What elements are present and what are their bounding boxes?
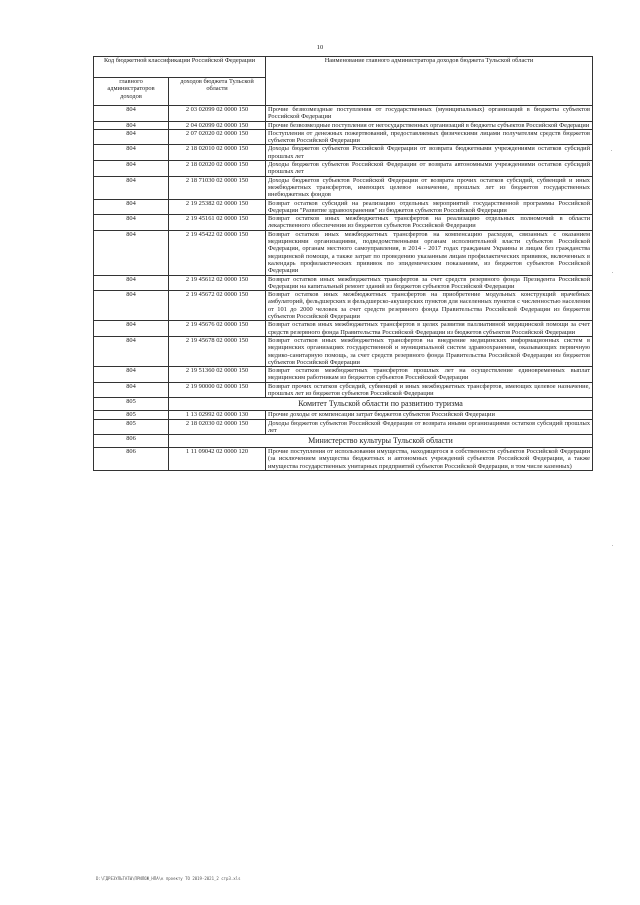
admin-code-cell: 804 bbox=[94, 215, 169, 231]
footer-file-path: D:\ГДРЕЗУЛЬТАТЫ\ПРИЛОЖ_НПА\к проекту ТО 2019-2021_2 стр3.xls bbox=[96, 876, 241, 881]
table-header-row bbox=[94, 57, 593, 78]
income-code-cell: 2 19 25382 02 0000 150 bbox=[169, 199, 266, 215]
income-name-cell: Возврат остатков межбюджетных трансфертов прошлых лет на осуществление единовременных выплат медицинским работникам из бюджетов субъектов Российской Федерации bbox=[266, 367, 593, 383]
income-name-cell: Возврат остатков иных межбюджетных трансфертов на приобретение модульных конструкций врачебных амбулаторий, фельдшерских и фельдшерско-акушерских пунктов для населенных пунктов с численностью населения от 101 до 2000 человек за счет средств резервного фонда Правительства Российской Федерации из бюджетов субъектов Российской Федерации bbox=[266, 291, 593, 321]
income-code-cell: 2 19 45672 02 0000 150 bbox=[169, 291, 266, 321]
table-row bbox=[94, 129, 593, 145]
income-code-cell: 2 07 02020 02 0000 150 bbox=[169, 129, 266, 145]
income-code-cell: 2 19 45676 02 0000 150 bbox=[169, 321, 266, 337]
table-row bbox=[94, 291, 593, 321]
table-body bbox=[94, 106, 593, 471]
section-title-cell: Комитет Тульской области по развитию туризма bbox=[169, 398, 593, 411]
revenue-table bbox=[93, 56, 593, 471]
income-code-cell: 2 03 02099 02 0000 150 bbox=[169, 106, 266, 122]
admin-code-cell: 804 bbox=[94, 145, 169, 161]
income-code-cell: 1 11 09042 02 0000 120 bbox=[169, 448, 266, 471]
income-code-cell: 2 19 90000 02 0000 150 bbox=[169, 382, 266, 398]
admin-code-cell: 805 bbox=[94, 398, 169, 411]
admin-code-cell: 804 bbox=[94, 382, 169, 398]
table-row bbox=[94, 106, 593, 122]
income-name-cell: Поступления от денежных пожертвований, предоставляемых физическими лицами получателям средств бюджетов субъектов Российской Федерации bbox=[266, 129, 593, 145]
admin-code-cell: 804 bbox=[94, 176, 169, 199]
admin-code-cell: 806 bbox=[94, 448, 169, 471]
table-row bbox=[94, 321, 593, 337]
table-row bbox=[94, 411, 593, 419]
admin-code-cell: 804 bbox=[94, 199, 169, 215]
table-row bbox=[94, 367, 593, 383]
income-name-cell: Доходы бюджетов субъектов Российской Федерации от возврата прочих остатков субсидий, субвенций и иных межбюджетных трансфертов, имеющих целевое назначение, прошлых лет из бюджетов государственных внебюджетных фондов bbox=[266, 176, 593, 199]
page-number: 10 bbox=[316, 44, 324, 51]
income-code-cell: 2 19 51360 02 0000 150 bbox=[169, 367, 266, 383]
income-name-cell: Возврат остатков иных межбюджетных трансфертов в целях развития паллиативной медицинской помощи за счет средств резервного фонда Правительства Российской Федерации из бюджетов субъектов Российской Федерации bbox=[266, 321, 593, 337]
admin-code-cell: 804 bbox=[94, 336, 169, 366]
income-name-cell: Возврат прочих остатков субсидий, субвенций и иных межбюджетных трансфертов, имеющих целевое назначение, прошлых лет из бюджетов субъектов Российской Федерации bbox=[266, 382, 593, 398]
admin-code-cell: 805 bbox=[94, 419, 169, 435]
income-name-cell: Доходы бюджетов субъектов Российской Федерации от возврата бюджетными учреждениями остатков субсидий прошлых лет bbox=[266, 145, 593, 161]
table-row bbox=[94, 176, 593, 199]
header-name-column: Наименование главного администратора доходов бюджета Тульской области bbox=[266, 57, 593, 106]
income-name-cell: Возврат остатков иных межбюджетных трансфертов на компенсацию расходов, связанных с оказанием медицинскими организациями, подведомственными органам исполнительной власти субъектов Российской Федерации, органам местного самоуправления, в 2014 - 2017 годах гражданам Украины и лицам без гражданства медицинской помощи, а также затрат по проведению указанным лицам профилактических прививок, включенных в календарь профилактических прививок по эпидемическим показаниям, из бюджетов субъектов Российской Федерации bbox=[266, 230, 593, 275]
income-code-cell: 2 18 02030 02 0000 150 bbox=[169, 419, 266, 435]
income-name-cell: Доходы бюджетов субъектов Российской Федерации от возврата иными организациями остатков субсидий прошлых лет bbox=[266, 419, 593, 435]
scan-speck bbox=[611, 150, 612, 151]
income-code-cell: 2 18 02010 02 0000 150 bbox=[169, 145, 266, 161]
admin-code-cell: 804 bbox=[94, 321, 169, 337]
scan-speck bbox=[612, 272, 613, 273]
table-row bbox=[94, 275, 593, 291]
income-name-cell: Прочие безвозмездные поступления от негосударственных организаций в бюджеты субъектов Российской Федерации bbox=[266, 121, 593, 129]
admin-code-cell: 804 bbox=[94, 121, 169, 129]
table-row bbox=[94, 145, 593, 161]
header-income-column: доходов бюджета Тульской области bbox=[169, 78, 266, 106]
income-name-cell: Прочие доходы от компенсации затрат бюджетов субъектов Российской Федерации bbox=[266, 411, 593, 419]
income-code-cell: 2 18 02020 02 0000 150 bbox=[169, 161, 266, 177]
income-code-cell: 2 19 45161 02 0000 150 bbox=[169, 215, 266, 231]
income-name-cell: Прочие поступления от использования имущества, находящегося в собственности субъектов Российской Федерации (за исключением имущества бюджетных и автономных учреждений субъектов Российской Федерации, а также имущества государственных унитарных предприятий субъектов Российской Федерации, в том числе казенных) bbox=[266, 448, 593, 471]
income-name-cell: Возврат остатков иных межбюджетных трансфертов за счет средств резервного фонда Президента Российской Федерации на капитальный ремонт зданий из бюджетов субъектов Российской Федерации bbox=[266, 275, 593, 291]
admin-code-cell: 804 bbox=[94, 291, 169, 321]
section-title-cell: Министерство культуры Тульской области bbox=[169, 435, 593, 448]
table-row bbox=[94, 448, 593, 471]
admin-code-cell: 804 bbox=[94, 106, 169, 122]
table-section-row bbox=[94, 435, 593, 448]
income-code-cell: 2 19 45422 02 0000 150 bbox=[169, 230, 266, 275]
income-code-cell: 1 13 02992 02 0000 130 bbox=[169, 411, 266, 419]
admin-code-cell: 805 bbox=[94, 411, 169, 419]
income-code-cell: 2 04 02099 02 0000 150 bbox=[169, 121, 266, 129]
table-row bbox=[94, 230, 593, 275]
admin-code-cell: 804 bbox=[94, 230, 169, 275]
header-admin-column: главного администраторов доходов bbox=[94, 78, 169, 106]
admin-code-cell: 804 bbox=[94, 161, 169, 177]
table-row bbox=[94, 382, 593, 398]
income-name-cell: Возврат остатков субсидий на реализацию отдельных мероприятий государственной программы Российской Федерации "Развитие здравоохранения" из бюджетов субъектов Российской Федерации bbox=[266, 199, 593, 215]
table-section-row bbox=[94, 398, 593, 411]
income-name-cell: Прочие безвозмездные поступления от государственных (муниципальных) организаций в бюджеты субъектов Российской Федерации bbox=[266, 106, 593, 122]
admin-code-cell: 806 bbox=[94, 435, 169, 448]
income-code-cell: 2 18 71030 02 0000 150 bbox=[169, 176, 266, 199]
income-name-cell: Доходы бюджетов субъектов Российской Федерации от возврата автономными учреждениями остатков субсидий прошлых лет bbox=[266, 161, 593, 177]
income-name-cell: Возврат остатков иных межбюджетных трансфертов на внедрение медицинских информационных систем в медицинских организациях государственной и муниципальной систем здравоохранения, оказывающих первичную медико-санитарную помощь, за счет средств резервного фонда Правительства Российской Федерации из бюджетов субъектов Российской Федерации bbox=[266, 336, 593, 366]
admin-code-cell: 804 bbox=[94, 129, 169, 145]
admin-code-cell: 804 bbox=[94, 367, 169, 383]
admin-code-cell: 804 bbox=[94, 275, 169, 291]
table-row bbox=[94, 199, 593, 215]
table-row bbox=[94, 336, 593, 366]
table-row bbox=[94, 215, 593, 231]
table-row bbox=[94, 419, 593, 435]
scan-speck bbox=[612, 545, 613, 546]
income-code-cell: 2 19 45678 02 0000 150 bbox=[169, 336, 266, 366]
income-code-cell: 2 19 45612 02 0000 150 bbox=[169, 275, 266, 291]
income-name-cell: Возврат остатков иных межбюджетных трансфертов на реализацию отдельных полномочий в области лекарственного обеспечения из бюджетов субъектов Российской Федерации bbox=[266, 215, 593, 231]
table-row bbox=[94, 161, 593, 177]
table-row bbox=[94, 121, 593, 129]
header-code-group: Код бюджетной классификации Российской Федерации bbox=[94, 57, 266, 78]
